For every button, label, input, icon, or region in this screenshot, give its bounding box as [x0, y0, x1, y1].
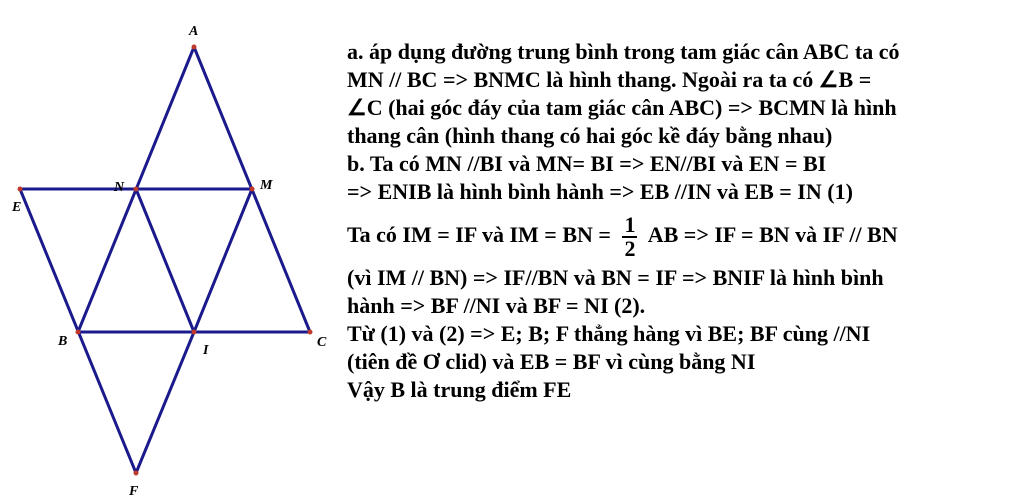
text-line-7: [347, 206, 1017, 264]
point-B: [76, 330, 81, 335]
fraction-denominator: 2: [624, 235, 636, 261]
text-line-9: hành => BF //NI và BF = NI (2).: [347, 293, 646, 318]
label-F: F: [129, 484, 139, 499]
point-C: [308, 330, 313, 335]
label-C: C: [317, 335, 327, 350]
geometry-figure: [0, 0, 345, 504]
segment-NI: [136, 189, 194, 332]
text-line-7-start: Ta có IM = IF và IM = BN =: [347, 222, 611, 247]
text-line-7-end: AB => IF = BN và IF // BN: [647, 222, 898, 247]
text-line-4: thang cân (hình thang có hai góc kề đáy bằng nhau): [347, 123, 833, 148]
segment-MI: [194, 189, 252, 332]
point-A: [192, 45, 197, 50]
text-line-3: ∠C (hai góc đáy của tam giác cân ABC) => BCMN là hình: [347, 95, 897, 120]
point-I: [192, 330, 197, 335]
text-line-6: => ENIB là hình bình hành => EB //IN và EB = IN (1): [347, 179, 853, 204]
text-line-1: a. áp dụng đường trung bình trong tam giác cân ABC ta có: [347, 39, 900, 64]
label-B: B: [58, 334, 68, 349]
label-A: A: [189, 24, 199, 39]
label-M: M: [260, 178, 273, 193]
point-M: [250, 187, 255, 192]
text-line-8: (vì IM // BN) => IF//BN và BN = IF => BNIF là hình bình: [347, 265, 884, 290]
fraction-one-half: [622, 211, 637, 261]
text-line-11: (tiên đề Ơ clid) và EB = BF vì cùng bằng NI: [347, 349, 756, 374]
fraction-numerator: 1: [624, 211, 636, 237]
point-N: [134, 187, 139, 192]
text-line-10: Từ (1) và (2) => E; B; F thẳng hàng vì BE; BF cùng //NI: [347, 321, 871, 346]
solution-text: [347, 38, 1017, 404]
point-E: [18, 187, 23, 192]
label-N: N: [114, 180, 125, 195]
text-line-2: MN // BC => BNMC là hình thang. Ngoài ra ta có ∠B =: [347, 67, 872, 92]
text-line-5: b. Ta có MN //BI và MN= BI => EN//BI và EN = BI: [347, 151, 827, 176]
label-E: E: [12, 200, 22, 215]
point-F: [134, 471, 139, 476]
label-I: I: [203, 343, 209, 358]
segment-IF: [136, 332, 194, 473]
text-line-12: Vậy B là trung điểm FE: [347, 377, 572, 402]
